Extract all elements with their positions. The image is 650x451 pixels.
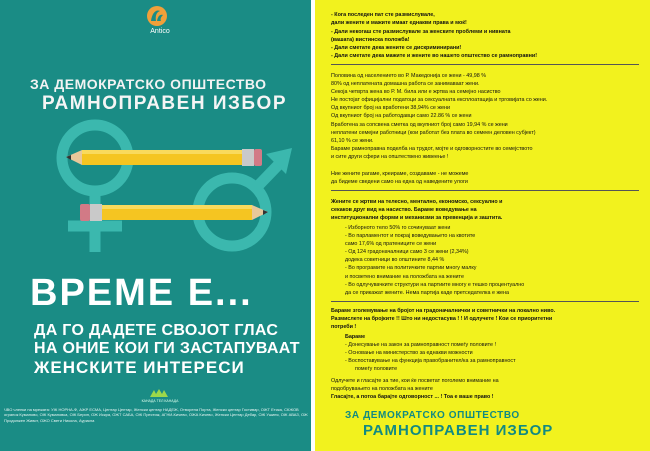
question-line: - Кога последен пат сте размислувале, bbox=[331, 12, 435, 18]
violence-line: секаков друг вид на насиство. Бараме воведување на bbox=[331, 207, 477, 214]
demand-block bbox=[331, 307, 639, 331]
divider bbox=[331, 64, 639, 65]
closing-block bbox=[331, 377, 639, 401]
antico-logo-icon bbox=[146, 5, 168, 27]
fact-line: Не постојат официјални податоци за сексуалната експлоатација и трговијата со жени. bbox=[331, 97, 548, 104]
pencil-bottom-icon bbox=[80, 204, 268, 221]
logo-text: Antico bbox=[150, 28, 170, 35]
violence-block bbox=[331, 198, 639, 222]
sub-line1: ДА ГО ДАДЕТЕ СВОЈОТ ГЛАС bbox=[34, 322, 279, 339]
roles-block bbox=[331, 170, 639, 186]
fact-line: неплатени семејни работници (кои работат без плата во семеен деловен субјект) bbox=[331, 129, 536, 136]
fact-line: и сите други сфери на општествено живеење ! bbox=[331, 153, 449, 160]
stat-line: само 17,6% од пратениците се жени bbox=[345, 241, 437, 248]
violence-line: Жените се жртви на телесно, ментално, економско, сексуално и bbox=[331, 199, 503, 205]
question-line: - Дали сметате дека мажите и жените во нашето општество се рамноправни! bbox=[331, 53, 538, 60]
left-page bbox=[0, 0, 311, 451]
facts-block bbox=[331, 72, 639, 161]
demand-line: потреби ! bbox=[331, 324, 357, 331]
questions-block bbox=[331, 11, 643, 61]
footer-slogan-line1: ЗА ДЕМОКРАТСКО ОПШТЕСТВО bbox=[345, 410, 520, 421]
violence-line: институционални форми и механизми за превенција и заштита. bbox=[331, 215, 503, 222]
slogan-line1: ЗА ДЕМОКРАТСКО ОПШТЕСТВО bbox=[30, 76, 267, 92]
demand-line: Размислете на бројките !! Што ни недостасува ! ! И одлучете ! Кои се приоритетни bbox=[331, 316, 553, 323]
pencil-top-icon bbox=[66, 149, 262, 166]
fact-line: Секоја четврта жена во Р. М. била или е жртва на семејно насиство bbox=[331, 89, 501, 96]
female-symbol-icon bbox=[62, 125, 128, 252]
question-line: - Дали сметате дека жените се дискриминирани! bbox=[331, 45, 462, 52]
sub-line3: ЖЕНСКИТЕ ИНТЕРЕСИ bbox=[34, 358, 245, 377]
stat-line: - Од 124 градоначалници само 3 се жени (2,34%) bbox=[345, 249, 469, 256]
closing-line: Одлучете и гласајте за тие, кои ќе посветат поголемо внимание на bbox=[331, 378, 499, 384]
divider bbox=[331, 190, 639, 191]
fact-line: Бараме рамноправна поделба на трудот, мојте и одговорностите во семејството bbox=[331, 145, 533, 152]
stat-line: додека советници во општините 8,44 % bbox=[345, 257, 445, 264]
headline: ВРЕМЕ Е... bbox=[30, 272, 253, 314]
stat-line: - Изборното тело 50% го сочинуваат жени bbox=[345, 225, 451, 231]
demand-line: Бараме зголемување на бројот на градоначалнички и советнички на локално ниво. bbox=[331, 308, 556, 314]
fact-line: Од вкупниот број на вработени 38,94% се жени bbox=[331, 105, 450, 112]
partner-list: ЧВО членки на мрежата: УЖ НОРНА-Ф, АЖР ЕСМА, Центар Центар, Женски центар НАДЕЖ, Отворена Порта, Женски центар Гостивар, ОЖТ Етика, СКЖОВ огранок Куманово, ОЖ Кумановка, ОЖ Берин, ОЖ Искра, ОЖТ САБА, ОЖ Престиж, АГНИ-Кичево, ОЖА Кичево, Женски Центар Дебар, ОЖ Ушиня, ОЖ АВАЗ, ОЖ Продолжен Живот, ОЖО Свети Никола, Аурикла bbox=[4, 407, 308, 423]
closing-bold: Гласајте, а потоа барајте одговорност ... ! Тоа е ваше право ! bbox=[331, 394, 494, 401]
roles-line: Ние жените рагаме, креираме, создаваме - не можеме bbox=[331, 171, 469, 177]
roles-line: да бидеме сведени само на една од наведените улоги bbox=[331, 179, 468, 186]
canada-flag-icon bbox=[148, 388, 170, 398]
fact-line: Вработена за сопсвена сметка од вкупниот број само 19,94 % се жени bbox=[331, 121, 508, 128]
question-line: - Дали некогаш сте размислувале за женските проблеми и нивната bbox=[331, 28, 511, 35]
demand-item: - Донесување на закон за рамноправност помеѓу половите ! bbox=[345, 342, 496, 349]
gender-pencils-illustration bbox=[0, 110, 311, 260]
footer-slogan-line2: РАМНОПРАВЕН ИЗБОР bbox=[363, 422, 554, 439]
divider bbox=[331, 301, 639, 302]
stat-line: да се прикажат жените. Нема партија каде претседателка е жена bbox=[345, 289, 510, 296]
demand-item: - Основање на министерство за еднакви можности bbox=[345, 350, 473, 357]
demand-items-block bbox=[331, 333, 650, 373]
stat-line: - Во одлучувачките структури на партиите многу е тешко процентуално bbox=[345, 281, 525, 288]
fact-line: Од вкупниот број на работодавци само 22.86 % се жени bbox=[331, 113, 472, 120]
flag-caption: КАНАДА ТЕЛ КАНАДА bbox=[141, 399, 179, 403]
question-line: дали жените и мажите имаат еднакви права и моќ! bbox=[331, 20, 467, 27]
fact-line: Половина од населението во Р. Македонија се жени - 49,98 % bbox=[331, 73, 487, 79]
right-page bbox=[315, 0, 650, 451]
demand-label: Бараме bbox=[345, 334, 366, 340]
question-line: (вашата) вистинска положба! bbox=[331, 36, 410, 43]
demand-item: - Воспоставување на функција правобранител/ка за рамноправност bbox=[345, 358, 516, 365]
stat-line: - Во програмите на политичките партии многу малку bbox=[345, 265, 477, 272]
fact-line: 61,10 % се жени. bbox=[331, 137, 374, 144]
closing-line: подобрувањето на положбата на жените bbox=[331, 386, 433, 393]
sub-line2: НА ОНИЕ КОИ ГИ ЗАСТАПУВААТ bbox=[34, 340, 300, 357]
stat-line: и посветено внимание на положбата на жените bbox=[345, 273, 464, 280]
male-symbol-icon bbox=[198, 160, 283, 246]
fact-line: 80% од неплатената домашна работа се занимаваат жени. bbox=[331, 81, 480, 88]
slogan-line2: РАМНОПРАВЕН ИЗБОР bbox=[42, 93, 287, 114]
stats-block bbox=[331, 224, 650, 297]
stat-line: - Во парламентот и покрај воведувањето на квотите bbox=[345, 233, 476, 240]
demand-item: помеѓу половите bbox=[355, 366, 398, 373]
